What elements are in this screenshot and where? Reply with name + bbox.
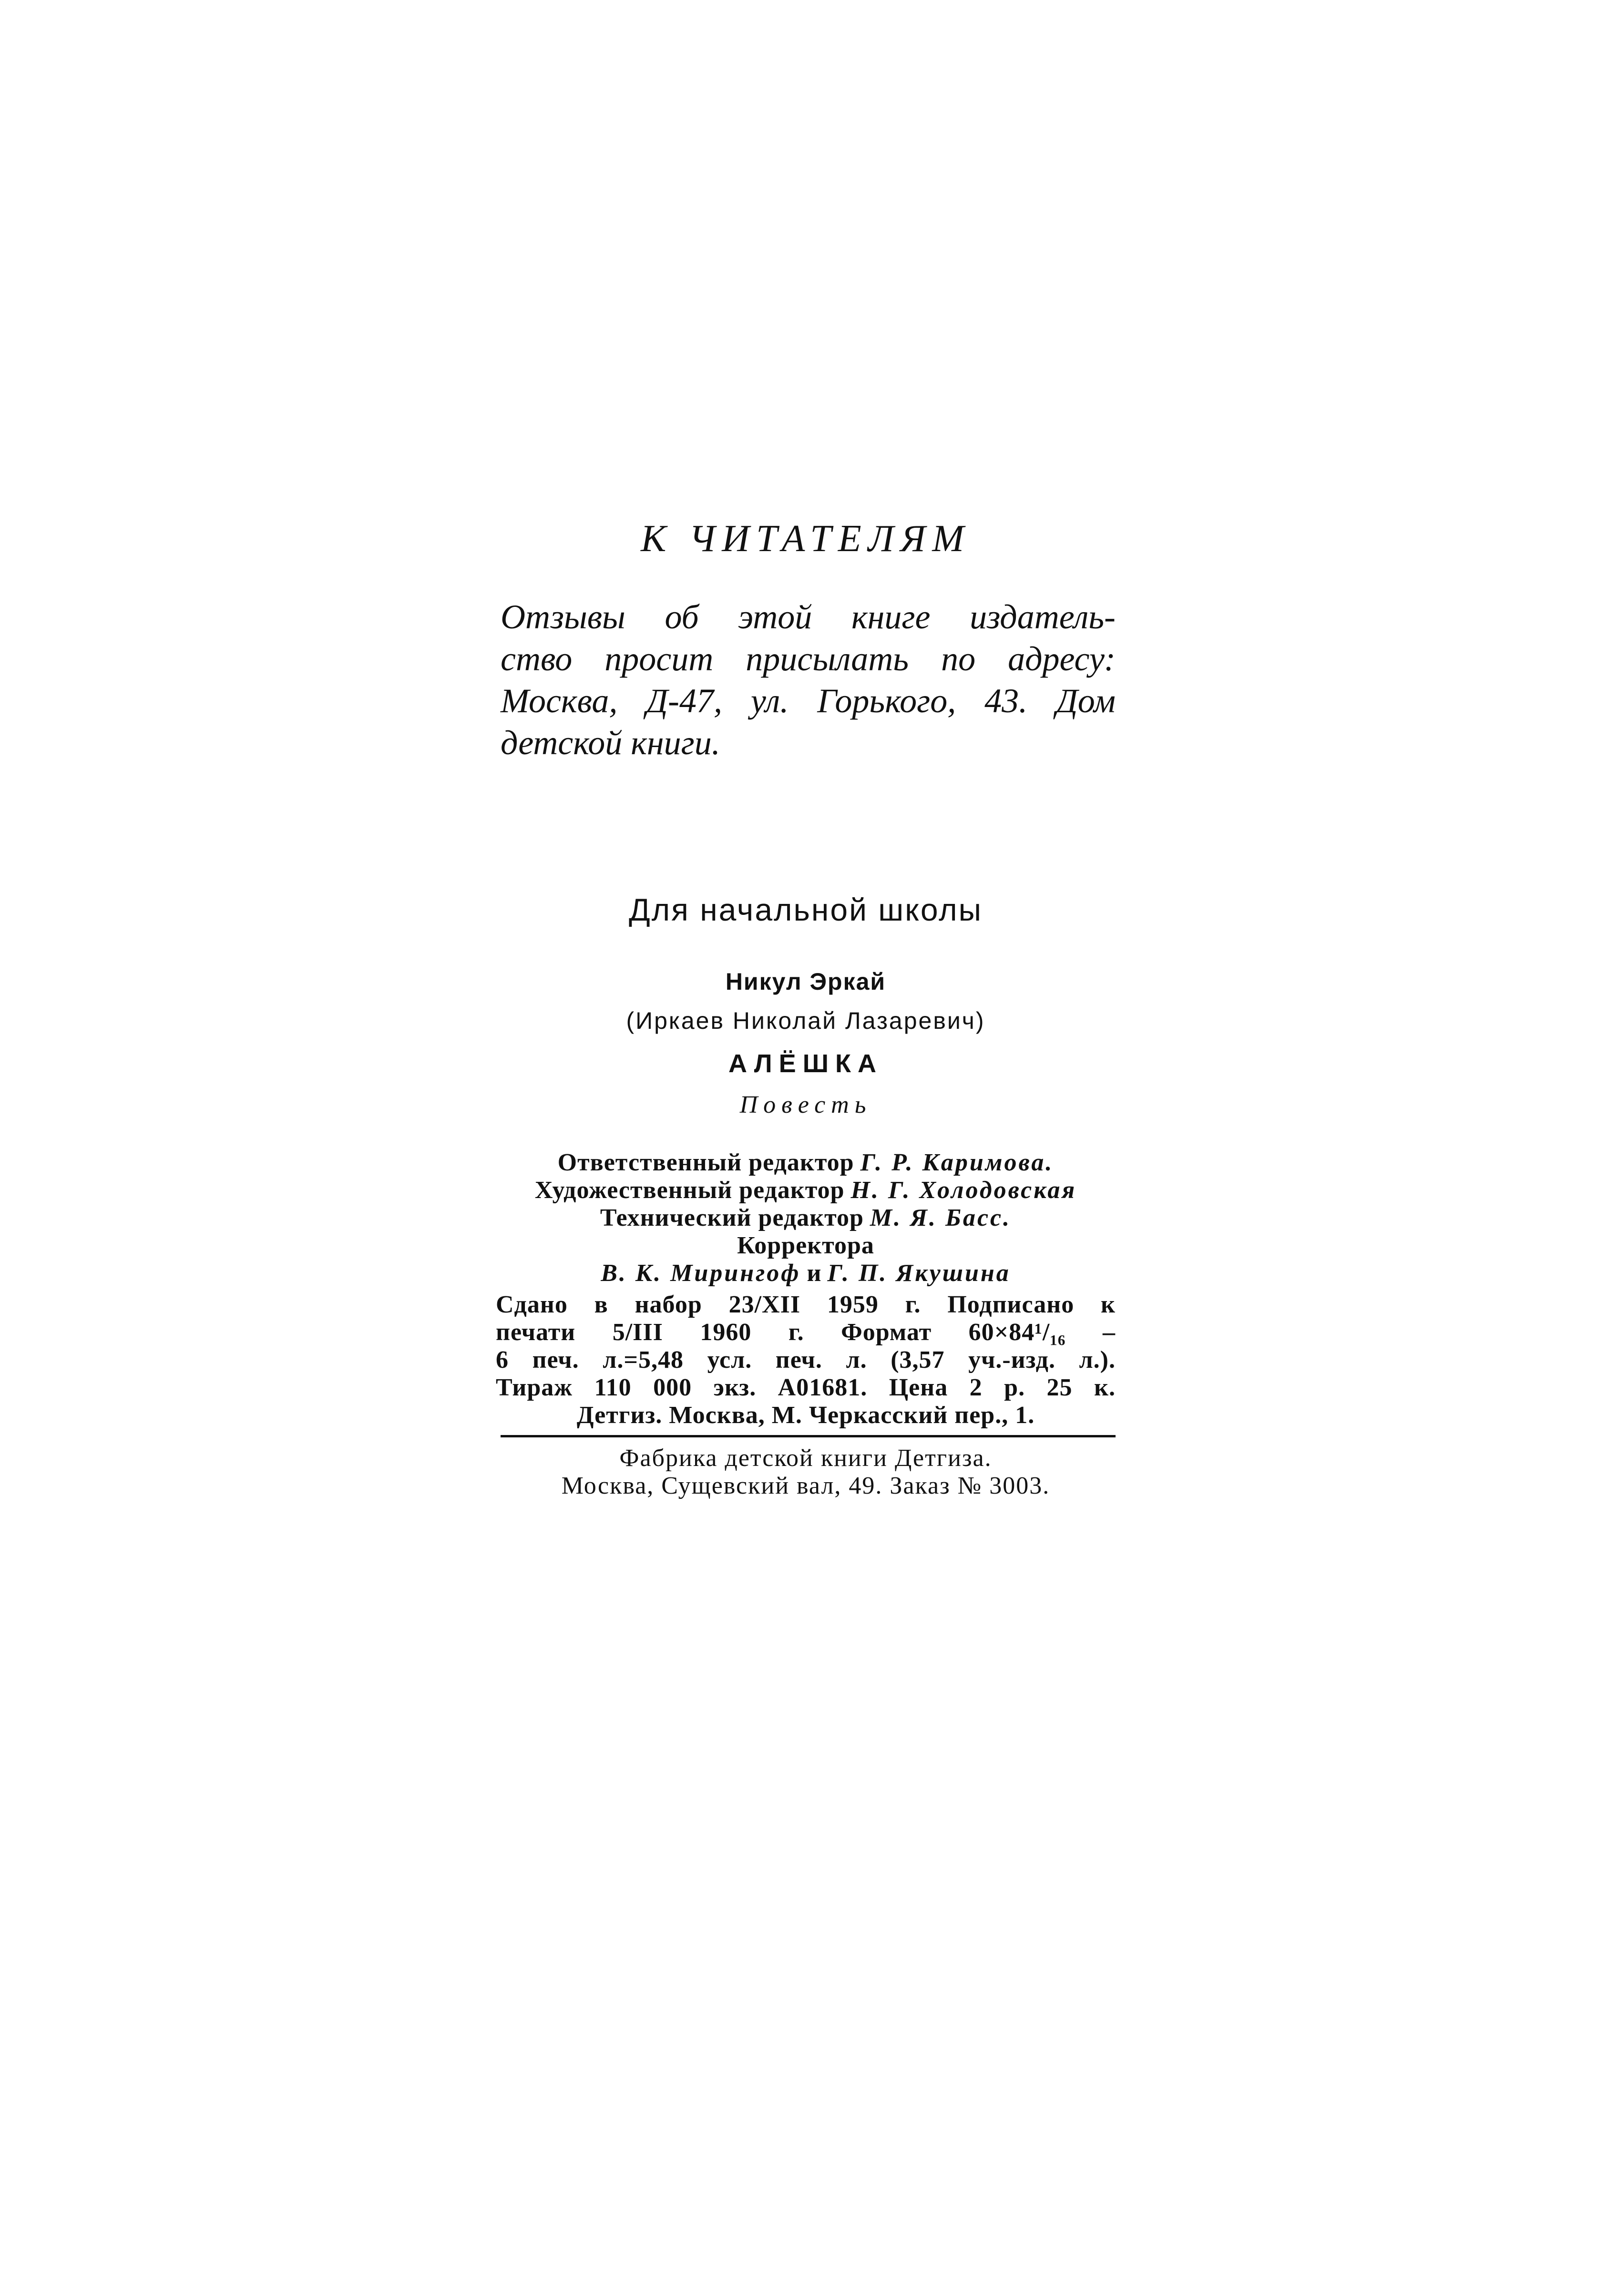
- audience-label: Для начальной школы: [628, 892, 983, 927]
- printing-info-line: печати 5/III 1960 г. Формат 60×84¹/₁₆ –: [496, 1319, 1116, 1346]
- printing-info-line: Сдано в набор 23/XII 1959 г. Подписано к: [496, 1291, 1116, 1318]
- author-full-name: (Иркаев Николай Лазаревич): [626, 1007, 985, 1034]
- credit-role: Ответственный редактор: [557, 1149, 854, 1176]
- readers-text-line: Москва, Д-47, ул. Горького, 43. Дом: [501, 682, 1116, 720]
- proofreaders-names: [496, 1260, 1116, 1287]
- printing-info: [496, 1291, 1116, 1429]
- credit-role: Художественный редактор: [534, 1177, 845, 1204]
- printing-info-line: Детгиз. Москва, М. Черкасский пер., 1.: [576, 1402, 1035, 1429]
- credit-person: Н. Г. Холодовская: [850, 1177, 1077, 1204]
- credit-person: Г. П. Якушина: [827, 1260, 1011, 1287]
- credit-conjunction: и: [807, 1260, 821, 1287]
- editorial-credits: [496, 1149, 1116, 1287]
- readers-text-line: ство просит присылать по адресу:: [501, 640, 1116, 678]
- printing-factory: [496, 1445, 1116, 1500]
- readers-heading: К ЧИТАТЕЛЯМ: [640, 518, 971, 560]
- book-title: АЛЁШКА: [728, 1049, 883, 1078]
- art-editor-credit: [496, 1177, 1116, 1204]
- factory-line: Фабрика детской книги Детгиза.: [619, 1445, 992, 1472]
- credit-person: В. К. Мирингоф: [601, 1260, 801, 1287]
- readers-address-text: [501, 596, 1116, 764]
- technical-editor-credit: [496, 1204, 1116, 1232]
- credit-person: Г. Р. Каримова.: [860, 1149, 1054, 1176]
- credit-role: Корректора: [737, 1232, 874, 1259]
- printing-info-line: Тираж 110 000 экз. А01681. Цена 2 р. 25 к.: [496, 1374, 1116, 1401]
- readers-text-line: детской книги.: [501, 724, 720, 762]
- readers-text-line: Отзывы об этой книге издатель-: [501, 598, 1116, 636]
- proofreaders-role: [496, 1232, 1116, 1260]
- author-name: Никул Эркай: [725, 968, 886, 995]
- credit-person: М. Я. Басс.: [870, 1204, 1012, 1231]
- responsible-editor-credit: [496, 1149, 1116, 1177]
- printing-info-line: 6 печ. л.=5,48 усл. печ. л. (3,57 уч.-изд. л.).: [496, 1346, 1116, 1374]
- book-genre: Повесть: [739, 1091, 872, 1118]
- divider-rule: [501, 1435, 1116, 1437]
- factory-line: Москва, Сущевский вал, 49. Заказ № 3003.: [561, 1472, 1050, 1499]
- credit-role: Технический редактор: [600, 1204, 864, 1231]
